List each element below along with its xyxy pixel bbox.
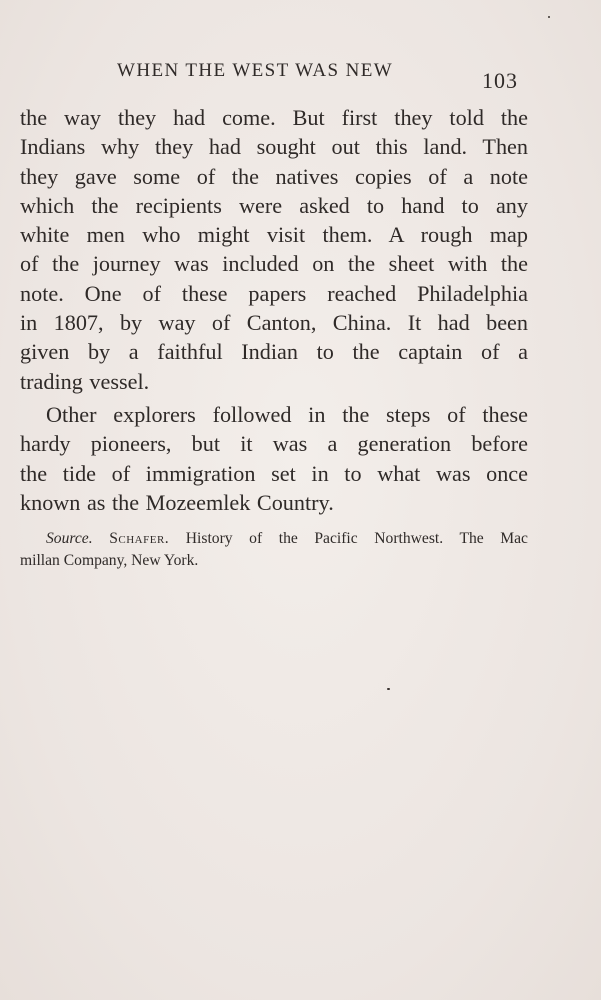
text-line: hardy pioneers, but it was a generation before	[20, 431, 528, 457]
text-line: known as the Mozeemlek Country.	[20, 489, 334, 515]
text-line: given by a faithful Indian to the captain of a	[20, 339, 528, 365]
running-head: WHEN THE WEST WAS NEW	[117, 60, 394, 81]
source-label: Source.	[46, 530, 93, 547]
page-number: 103	[482, 68, 518, 93]
text-line: Indians why they had sought out this land. Then	[20, 134, 528, 160]
body-text	[20, 103, 528, 517]
text-line: the tide of immigration set in to what was once	[20, 460, 528, 486]
text-line: in 1807, by way of Canton, China. It had been	[20, 310, 528, 336]
source-title: History of the Pacific Northwest. The Mac	[185, 530, 528, 547]
text-line: they gave some of the natives copies of a note	[20, 163, 528, 189]
text-line: the way they had come. But first they told the	[20, 105, 528, 130]
text-line: Other explorers followed in the steps of these	[46, 401, 528, 427]
source-author: Schafer.	[109, 530, 170, 547]
source-citation	[20, 528, 528, 571]
text-line: white men who might visit them. A rough map	[20, 222, 528, 248]
text-line: of the journey was included on the sheet with the	[20, 251, 528, 277]
paragraph	[20, 103, 528, 396]
text-line: trading vessel.	[20, 368, 150, 394]
text-line: note. One of these papers reached Philadelphia	[20, 280, 528, 306]
text-line: which the recipients were asked to hand to any	[20, 192, 528, 218]
source-line	[20, 528, 528, 550]
paragraph	[20, 400, 528, 517]
ink-speck	[387, 688, 390, 690]
source-line: millan Company, New York.	[20, 551, 199, 569]
ink-speck	[548, 16, 550, 18]
